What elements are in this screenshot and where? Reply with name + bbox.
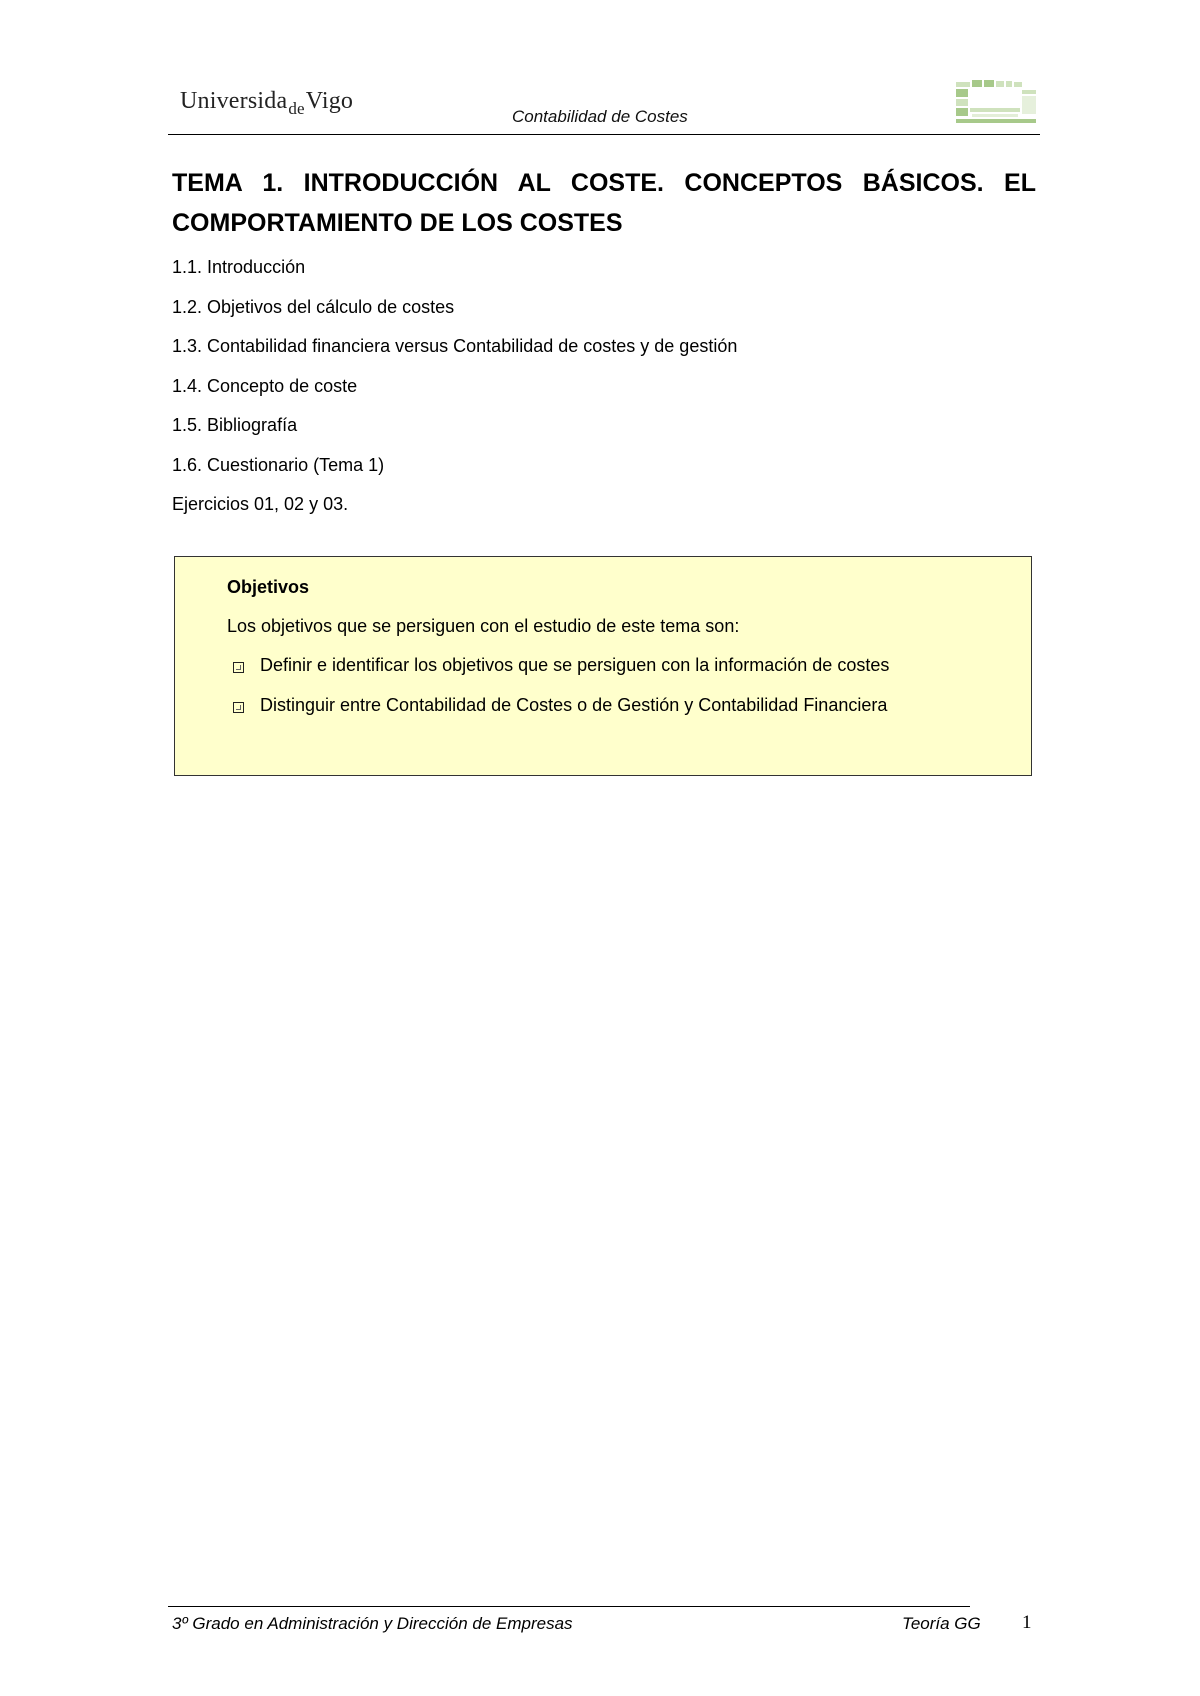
university-logo-part2: de xyxy=(288,99,305,118)
objective-text: Distinguir entre Contabilidad de Costes o de Gestión y Contabilidad Financiera xyxy=(260,694,888,715)
footer-section: Teoría GG xyxy=(902,1614,981,1633)
objectives-box xyxy=(174,556,1032,776)
footer-divider xyxy=(168,1606,970,1607)
page-title: TEMA 1. INTRODUCCIÓN AL COSTE. CONCEPTOS BÁSICOS. EL COMPORTAMIENTO DE LOS COSTES xyxy=(172,169,1036,237)
toc-item: 1.4. Concepto de coste xyxy=(172,375,358,396)
objectives-intro: Los objetivos que se persiguen con el estudio de este tema son: xyxy=(227,616,740,636)
department-logo-icon xyxy=(956,78,1040,126)
page-number: 1 xyxy=(1022,1612,1032,1633)
objective-item xyxy=(233,655,889,695)
header-title: Contabilidad de Costes xyxy=(512,107,688,126)
toc-item: 1.1. Introducción xyxy=(172,257,306,277)
university-logo-part3: Vigo xyxy=(305,88,354,114)
square-bullet-icon xyxy=(233,662,244,673)
objectives-heading: Objetivos xyxy=(227,577,310,597)
university-logo-part1: Universida xyxy=(180,88,288,114)
objective-text: Definir e identificar los objetivos que se persiguen con la información de costes xyxy=(260,655,890,675)
university-logo xyxy=(180,88,354,118)
toc-item: 1.6. Cuestionario (Tema 1) xyxy=(172,454,385,475)
footer-degree: 3º Grado en Administración y Dirección de Empresas xyxy=(172,1614,573,1633)
objective-item xyxy=(233,695,889,735)
toc-item: 1.3. Contabilidad financiera versus Contabilidad de costes y de gestión xyxy=(172,336,738,356)
page-header xyxy=(168,70,1040,135)
table-of-contents xyxy=(172,252,737,529)
toc-item: 1.2. Objetivos del cálculo de costes xyxy=(172,296,455,317)
toc-item: Ejercicios 01, 02 y 03. xyxy=(172,494,349,514)
toc-item: 1.5. Bibliografía xyxy=(172,415,298,435)
square-bullet-icon xyxy=(233,702,244,713)
objectives-list xyxy=(233,655,889,734)
